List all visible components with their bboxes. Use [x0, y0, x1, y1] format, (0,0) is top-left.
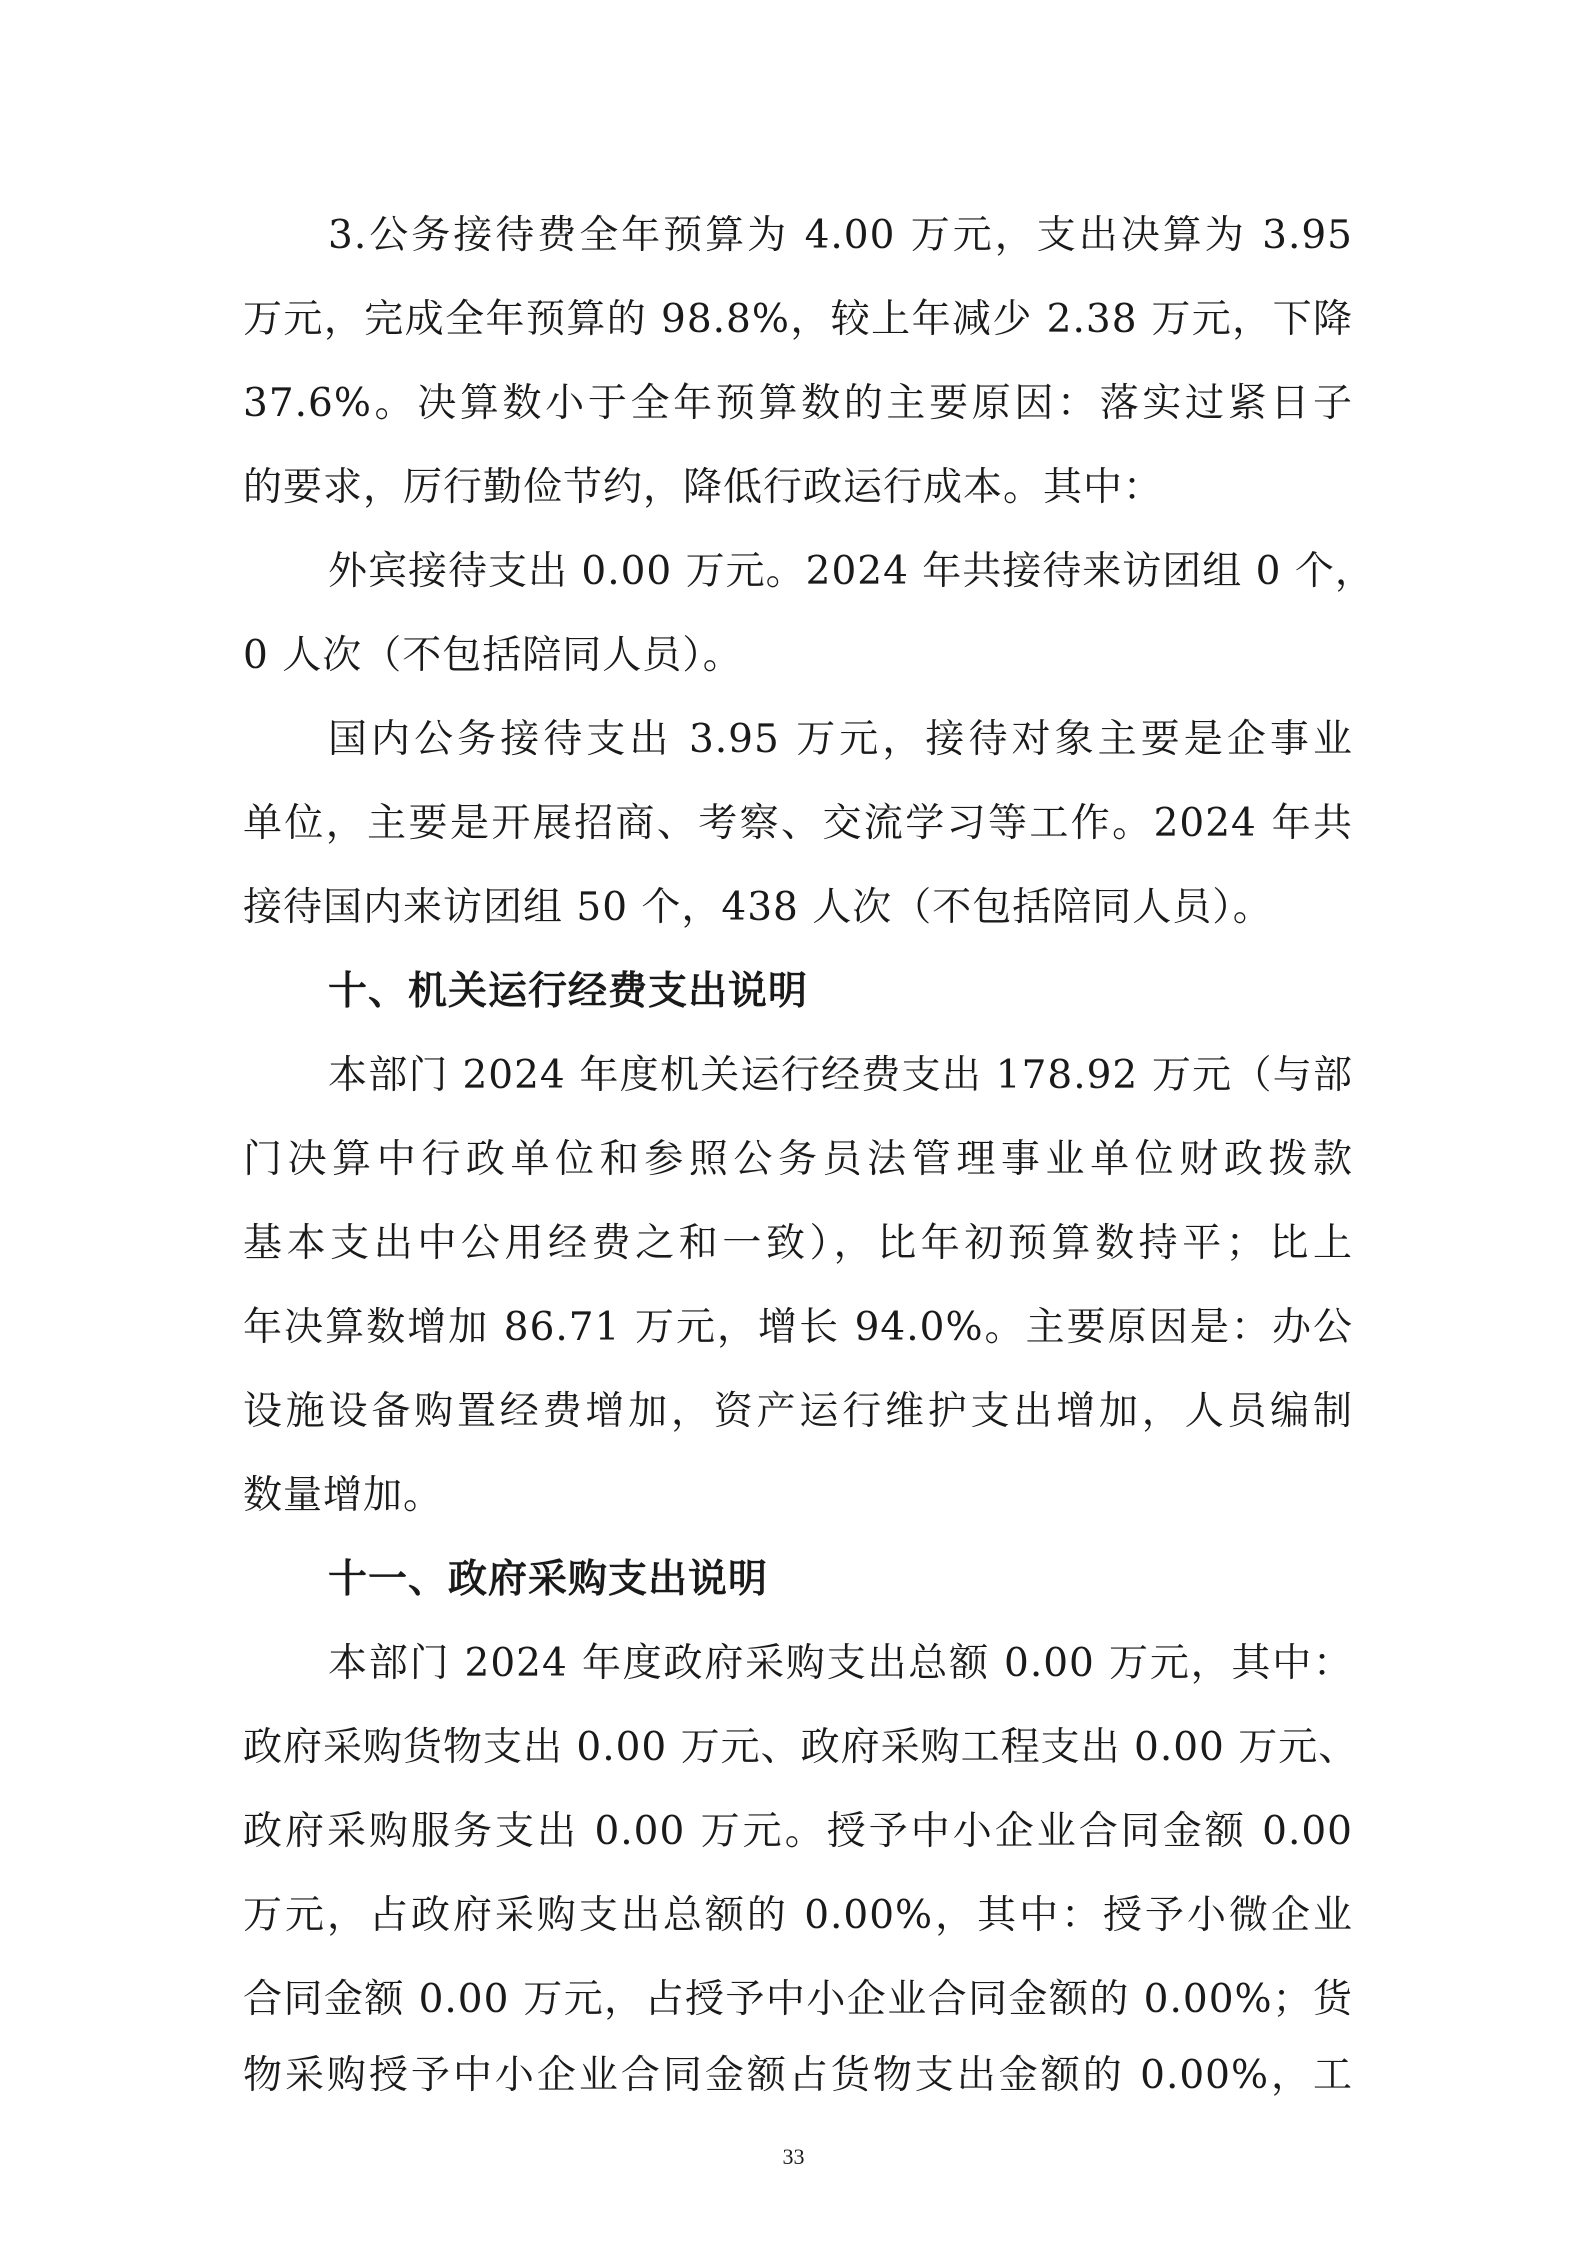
- paragraph-line: 门决算中行政单位和参照公务员法管理事业单位财政拨款: [243, 1137, 1353, 1182]
- paragraph-line: 本部门 2024 年度政府采购支出总额 0.00 万元，其中：: [328, 1641, 1353, 1686]
- paragraph-line: 物采购授予中小企业合同金额占货物支出金额的 0.00%，工: [243, 2053, 1353, 2098]
- paragraph-line: 基本支出中公用经费之和一致），比年初预算数持平；比上: [243, 1221, 1353, 1266]
- paragraph-line: 接待国内来访团组 50 个，438 人次（不包括陪同人员）。: [243, 885, 1273, 930]
- paragraph-line: 设施设备购置经费增加，资产运行维护支出增加，人员编制: [243, 1389, 1353, 1434]
- paragraph-line: 数量增加。: [243, 1473, 444, 1518]
- paragraph-line: 万元，完成全年预算的 98.8%，较上年减少 2.38 万元，下降: [243, 297, 1353, 342]
- paragraph-line: 单位，主要是开展招商、考察、交流学习等工作。2024 年共: [243, 801, 1353, 846]
- paragraph-line: 政府采购服务支出 0.00 万元。授予中小企业合同金额 0.00: [243, 1809, 1353, 1854]
- paragraph-line: 0 人次（不包括陪同人员）。: [243, 633, 743, 678]
- paragraph-line: 的要求，厉行勤俭节约，降低行政运行成本。其中：: [243, 465, 1164, 510]
- paragraph-line: 年决算数增加 86.71 万元，增长 94.0%。主要原因是：办公: [243, 1305, 1353, 1350]
- paragraph-line: 国内公务接待支出 3.95 万元，接待对象主要是企事业: [328, 717, 1353, 762]
- paragraph-line: 外宾接待支出 0.00 万元。2024 年共接待来访团组 0 个，: [328, 549, 1375, 594]
- paragraph-line: 3.公务接待费全年预算为 4.00 万元，支出决算为 3.95: [328, 213, 1353, 258]
- section-heading: 十、机关运行经费支出说明: [328, 969, 809, 1014]
- paragraph-line: 37.6%。决算数小于全年预算数的主要原因：落实过紧日子: [243, 381, 1353, 426]
- paragraph-line: 万元，占政府采购支出总额的 0.00%，其中：授予小微企业: [243, 1893, 1353, 1938]
- paragraph-line: 本部门 2024 年度机关运行经费支出 178.92 万元（与部: [328, 1053, 1353, 1098]
- section-heading: 十一、政府采购支出说明: [328, 1557, 769, 1602]
- paragraph-line: 政府采购货物支出 0.00 万元、政府采购工程支出 0.00 万元、: [243, 1725, 1359, 1770]
- paragraph-line: 合同金额 0.00 万元，占授予中小企业合同金额的 0.00%；货: [243, 1977, 1353, 2022]
- page-number: 33: [782, 2144, 805, 2169]
